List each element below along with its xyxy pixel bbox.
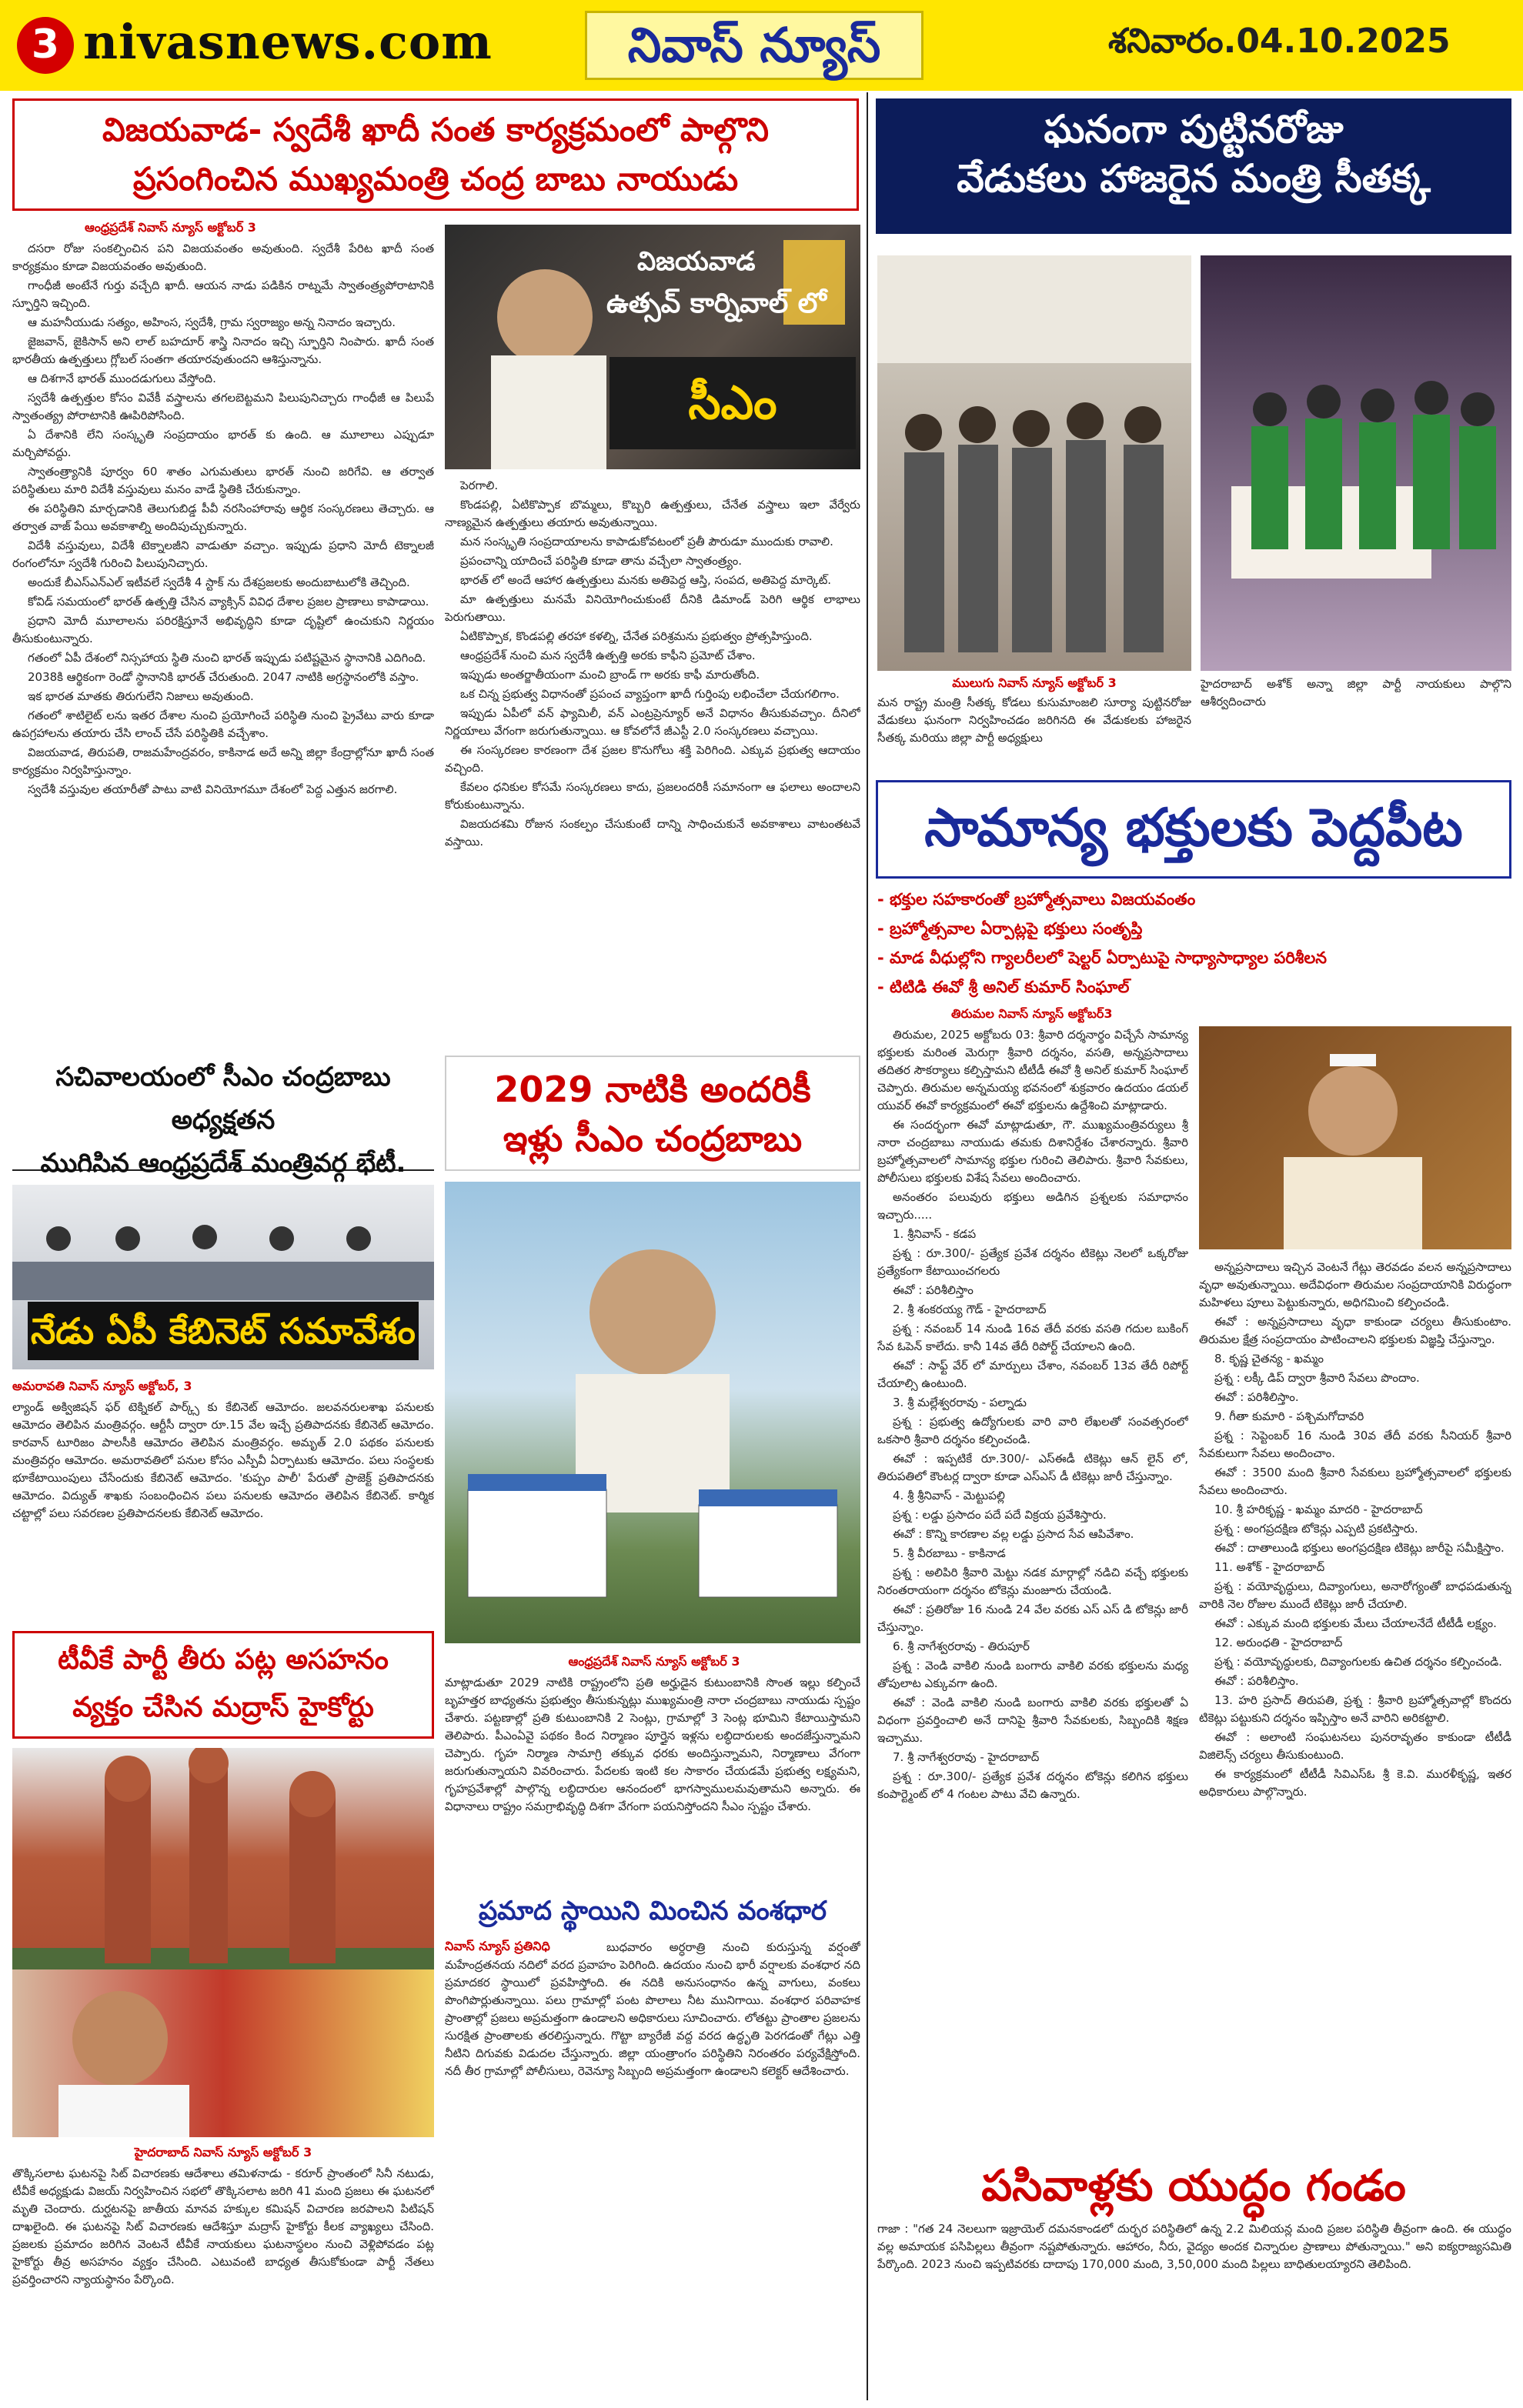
paragraph: ఏటికొప్పాక, కొండపల్లి తరహా కళల్ని, చేనేత పరిశ్రమను ప్రభుత్వం ప్రోత్సహిస్తుంది. — [460, 629, 813, 643]
paragraph: ప్రశ్న : రూ.300/- ప్రత్యేక ప్రవేశ దర్శనం టికెట్లు నెలలో ఒక్కరోజు ప్రత్యేకంగా కేటాయించగలరు — [877, 1246, 1188, 1278]
bullet-item: - భక్తుల సహకారంతో బ్రహ్మోత్సవాలు విజయవంతం — [877, 885, 1513, 914]
paragraph: 12. అరుంధతి - హైదరాబాద్ — [1214, 1636, 1343, 1649]
paragraph: ప్రశ్న : వయోవృద్ధులు, దివ్యాంగులు, అనారోగ్యంతో బాధపడుతున్న వారికి నెల రోజుల ముందే టికెట్లు జారీ చేయాలి. — [1199, 1579, 1511, 1611]
children-war-headline: పసివాళ్లకు యుద్ధం గండం — [981, 2161, 1406, 2211]
tirumala-headline: సామాన్య భక్తులకు పెద్దపీట — [876, 780, 1511, 879]
cabinet-body: ల్యాండ్ అక్విజిషన్ ఫర్ టెక్నికల్ పార్క్స్ కు కేబినెట్ ఆమోదం. జలవనరులశాఖ పనులకు ఆమోదం తెలిపిన మంత్రివర్గం. ఆర్టీసీ ద్వారా రూ.15 వేల ఇచ్చే ప్రతిపాదనకు కేబినెట్ ఆమోదం. కారవాన్ టూరిజం పాలసీకి ఆమోదం తెలిపిన మంత్రివర్గం. అమృత్ 2.0 పథకం పనులకు మంత్రివర్గం ఆమోదం. అమరావతిలో పనుల కోసం ఎస్పీవీ ఏర్పాటుకు ఆమోదం. పలు సంస్థలకు భూకేటాయింపులు చేసేందుకు కేబినెట్ ఆమోదం. 'కుప్పం పాలీ' పేరుతో ప్రాజెక్ట్ ప్రతిపాదనకు ఆమోదం. విద్యుత్ శాఖకు సంబంధించిన పలు పనులకు ఆమోదం తెలిపిన కేబినెట్. కార్మిక చట్టాల్లో పలు సవరణల ప్రతిపాదనలకు కేబినెట్ ఆమోదం. — [12, 1400, 434, 1520]
column-divider — [867, 92, 868, 2400]
vijayawada-headline — [12, 98, 859, 211]
paragraph: మా ఉత్పత్తులు మనమే వినియోగించుకుంటే దీనికి డిమాండ్ పెరిగి ఆర్థిక లాభాలు పెరుగుతాయి. — [445, 592, 860, 624]
paragraph: జైజవాన్, జైకిసాన్ అని లాల్ బహదూర్ శాస్త్రి నినాదం ఇచ్చి స్ఫూర్తిని నింపారు. ఖాదీ సంత భారతీయ ఉత్పత్తులు గ్లోబల్ సంతగా తయారవుతుందని ఆశిస్తున్నాను. — [12, 335, 434, 366]
housing-headline-line2: ఇళ్లు సీఎం చంద్రబాబు — [503, 1118, 803, 1159]
seethakka-body: మన రాష్ట్ర మంత్రి సీతక్క కోడలు కుసుమాంజలి సూర్యా పుట్టినరోజు వేడుకలు ఘనంగా నిర్వహించడం జరిగినది ఈ వేడుకలకు హాజరైన సీతక్క మరియు జిల్లా పార్టీ అధ్యక్షులు — [877, 695, 1191, 745]
paragraph: ఈవో : ప్రతిరోజు 16 నుండి 24 వేల వరకు ఎస్ ఎస్ డి టోకెన్లు జారీ చేస్తున్నాం. — [877, 1603, 1188, 1634]
vijayawada-headline-line2: ప్రసంగించిన ముఖ్యమంత్రి చంద్ర బాబు నాయుడు — [132, 160, 739, 198]
vamsadhara-body — [445, 1939, 860, 2400]
paragraph: పెరగాలి. — [460, 479, 499, 492]
page-number-badge: 3 — [17, 17, 74, 74]
paragraph: గతంలో శాటిలైట్ లను ఇతర దేశాల నుంచి ప్రయోగించే పరిస్థితి నుంచి ప్రైవేటు వారు కూడా ఉపగ్రహాలను తయారు చేసి లాంచ్ చేసే పరిస్థితికి వచ్చేశాం. — [12, 709, 434, 740]
paragraph: స్వదేశీ ఉత్పత్తుల కోసం వివేకీ వస్త్రాలను తగలబెట్టమని పిలుపునిచ్చారు గాంధీజీ ఆ పిలుపే స్వాతంత్య్ర పోరాటానికి ఊపిరిపోసింది. — [12, 391, 434, 422]
paragraph: ఈవో : కొన్ని కారణాల వల్ల లడ్డు ప్రసాద సేవ ఆపివేశాం. — [893, 1527, 1134, 1541]
paragraph: విజయవాడ, తిరుపతి, రాజమహేంద్రవరం, కాకినాడ అదే అన్ని జిల్లా కేంద్రాల్లోనూ ఖాదీ సంత కార్యక్రమం నిర్వహిస్తున్నాం. — [12, 745, 434, 777]
paragraph: ఈవో : సాఫ్ట్ వేర్ లో మార్పులు చేశాం, నవంబర్ 13వ తేదీ రిపోర్ట్ చేయాల్సి ఉంటుంది. — [877, 1359, 1188, 1390]
paragraph: విజయదశమి రోజున సంకల్పం చేసుకుంటే దాన్ని సాధించుకునే అవకాశాలు వాటంతటవే వస్తాయి. — [445, 817, 860, 849]
paragraph: 10. శ్రీ హరికృష్ణ - ఖమ్మం మాదరి - హైదరాబాద్ — [1214, 1502, 1423, 1516]
paragraph: ప్రశ్న : రూ.300/- ప్రత్యేక ప్రవేశ దర్శనం టోకెన్లు కలిగిన భక్తులు కంపార్ట్మెంట్ లో 4 గంటల పాటు వేచి ఉన్నారు. — [877, 1769, 1188, 1801]
cabinet-photo — [12, 1185, 434, 1369]
paragraph: ఈవో : వెండి వాకిలి నుండి బంగారు వాకిలి వరకు భక్తులతో ఏ విధంగా ప్రవర్తించాలి అనే దానిపై శ్రీవారి సేవకులకు, సిబ్బందికి శిక్షణ ఇచ్చాము. — [877, 1696, 1188, 1745]
cabinet-headline-line2: ముగిసిన ఆంధ్రప్రదేశ్ మంత్రివర్గ భేటీ. — [40, 1148, 406, 1179]
paragraph: ప్రశ్న : ప్రభుత్వ ఉద్యోగులకు వారి వారి లేఖలతో సంవత్సరంలో ఒకసారి శ్రీవారి దర్శనం కల్పించండి. — [877, 1415, 1188, 1446]
paragraph: 1. శ్రీనివాస్ - కడప — [893, 1227, 977, 1241]
paragraph: 13. హరి ప్రసాద్ తిరుపతి, ప్రశ్న : శ్రీవారి బ్రహ్మోత్సవాల్లో కొందరు టికెట్లు పట్టుకుని దర్శనం ఇప్పిస్తాం అనే వారిని అరికట్టాలి. — [1199, 1693, 1511, 1725]
vijay-photo-graphic — [12, 1969, 434, 2137]
paragraph: ప్రశ్న : సెప్టెంబర్ 16 నుండి 30వ తేదీ వరకు సీనియర్ శ్రీవారి సేవకులుగా సేవలు అందించాం. — [1199, 1429, 1511, 1460]
bullet-item: - బ్రహ్మోత్సవాల ఏర్పాట్లపై భక్తులు సంతృప్తి — [877, 914, 1513, 943]
paragraph: భారత్ లో అందే ఆహార ఉత్పత్తులు మనకు అతిపెద్ద ఆస్తి, సంపద, అతిపెద్ద మార్కెట్. — [460, 573, 832, 587]
paragraph: 4. శ్రీ శ్రీనివాస్ - మెట్టుపల్లి — [893, 1489, 1005, 1502]
tvk-dateline: హైదరాబాద్ నివాస్ న్యూస్ అక్టోబర్ 3 — [134, 2145, 312, 2160]
housing-body: మాట్లాడుతూ 2029 నాటికి రాష్ట్రంలోని ప్రతి అర్హుడైన కుటుంబానికి సొంత ఇల్లు కల్పించే బృహత్తర బాధ్యతను ప్రభుత్వం తీసుకున్నట్లు ముఖ్యమంత్రి నారా చంద్రబాబు నాయుడు స్పష్టం చేశారు. పట్టణాల్లో ప్రతి కుటుంబానికి 2 సెంట్లు, గ్రామాల్లో 3 సెంట్ల భూమిని కేటాయిస్తామని తెలిపారు. పీఎంఏవై పథకం కింద నిర్మాణం పూర్తైన ఇళ్లను లబ్ధిదారులకు అందజేస్తున్నామని చెప్పారు. గృహ నిర్మాణ సామాగ్రి తక్కువ ధరకు అందిస్తున్నామని, నిర్మాణాలు వేగంగా జరుగుతున్నాయని వివరించారు. పేదలకు ఇంటి కల సాకారం చేయడమే ప్రభుత్వ లక్ష్యమని, గృహప్రవేశాల్లో పాల్గొన్న లబ్ధిదారుల ఆనందంలో భాగస్వాములమవుతామని అన్నారు. ఈ విధానాలు రాష్ట్రం సమగ్రాభివృద్ధి దిశగా వేగంగా పయనిస్తోందని సీఎం స్పష్టం చేశారు. — [445, 1676, 860, 1813]
photo-overlay-line1: విజయవాడ — [637, 246, 756, 277]
tvk-headline-line2: వ్యక్తం చేసిన మద్రాస్ హైకోర్టు — [72, 1692, 374, 1723]
paragraph: ఆంధ్రప్రదేశ్ నుంచి మన స్వదేశీ ఉత్పత్తి అరకు కాఫీని ప్రమోట్ చేశాం. — [460, 649, 756, 662]
photo-overlay-line2: ఉత్సవ్ కార్నివాల్ లో — [606, 288, 827, 319]
housing-headline-line1: 2029 నాటికి అందరికీ — [494, 1069, 811, 1110]
paragraph: ప్రపంచాన్ని యాదించే పరిస్థితి కూడా తాను వచ్చేలా స్వాతంత్ర్యం. — [460, 554, 742, 568]
paragraph: ఇప్పుడు అంతర్జాతీయంగా మంచి బ్రాండ్ గా అరకు కాఫీ మారుతోంది. — [460, 668, 760, 682]
paragraph: 9. గీతా కుమారి - పశ్చిమగోదావరి — [1214, 1409, 1364, 1423]
eo-photo-graphic — [1199, 1026, 1511, 1249]
seethakka-caption-1: ములుగు నివాస్ న్యూస్ అక్టోబర్ 3 — [952, 675, 1117, 690]
bullet-item: - టిటిడి ఈవో శ్రీ అనిల్ కుమార్ సింఘాల్ — [877, 972, 1513, 1002]
paragraph: 6. శ్రీ నాగేశ్వరరావు - తిరుపూర్ — [893, 1639, 1030, 1653]
paragraph: ప్రశ్న : వెండి వాకిలి నుండి బంగారు వాకిలి వరకు భక్తులను మధ్య తోపులాట ఎక్కువగా ఉంది. — [877, 1659, 1188, 1690]
vamsadhara-headline: ప్రమాద స్థాయిని మించిన వంశధార — [479, 1896, 827, 1926]
vijay-photo — [12, 1969, 434, 2137]
paragraph: ప్రశ్న : అంగప్రదక్షిణ టోకెన్లు ఎప్పటి ప్రకటిస్తారు. — [1214, 1522, 1418, 1536]
paragraph: ఈ సంస్కరణల కారణంగా దేశ ప్రజల కొనుగోలు శక్తి పెరిగింది. ఎక్కువ ప్రభుత్వ ఆదాయం వచ్చింది. — [445, 743, 860, 775]
paragraph: విదేశీ వస్తువులు, విదేశీ టెక్నాలజీని వాడుతూ వచ్చాం. ఇప్పుడు ప్రధాని మోదీ టెక్నాలజీ రంగంలోనూ స్వదేశీ గురించి పిలుపునిచ్చారు. — [12, 539, 434, 570]
paragraph: 2038కి ఆర్థికంగా రెండో స్థానానికి భారత్ చేరుతుంది. 2047 నాటికి అగ్రస్థానంలోకి వస్తాం. — [28, 670, 419, 684]
vijayawada-dateline: ఆంధ్రప్రదేశ్ నివాస్ న్యూస్ అక్టోబర్ 3 — [85, 220, 256, 235]
paragraph: ప్రశ్న : లడ్డు ప్రసాదం పదే పదే విక్రయ ప్రవేశిస్తారు. — [893, 1508, 1107, 1522]
tirumala-body-right — [1199, 1259, 1511, 2157]
cabinet-dateline: అమరావతి నివాస్ న్యూస్ అక్టోబర్, 3 — [12, 1379, 192, 1393]
paragraph: ఈ సందర్భంగా ఈవో మాట్లాడుతూ, గౌ. ముఖ్యమంత్రివర్యులు శ్రీ నారా చంద్రబాబు నాయుడు తమకు దిశానిర్దేశం చేశారన్నారు. శ్రీవారి బ్రహ్మోత్సవాలలో సామాన్య భక్తుల గురించి తెలిపారు. శ్రీవారి సేవకులు, పోలీసులు భక్తులకు విశేష సేవలు అందించారు. — [877, 1118, 1188, 1185]
cm-chandrababu-photo — [445, 225, 860, 469]
paragraph: మన సంస్కృతి సంప్రదాయాలను కాపాడుకోవటంలో ప్రతీ పౌరుడూ ముందుకు రావాలి. — [460, 535, 833, 549]
tvk-headline — [12, 1631, 434, 1739]
paragraph: గాంధీజీ అంటేనే గుర్తు వచ్చేది ఖాదీ. ఆయన నాడు పడికిన రాట్నమే స్వాతంత్ర్యపోరాటానికి స్ఫూర్తిని ఇచ్చింది. — [12, 278, 434, 310]
paragraph: కోవిడ్ సమయంలో భారత్ ఉత్పత్తి చేసిన వ్యాక్సిన్ వివిధ దేశాల ప్రజల ప్రాణాలు కాపాడాయి. — [28, 595, 429, 609]
paragraph: తిరుమల, 2025 అక్టోబరు 03: శ్రీవారి దర్శనార్థం విచ్చేసే సామాన్య భక్తులకు మరింత మెరుగ్గా శ్రీవారి దర్శనం, వసతి, అన్నప్రసాదాలు తదితర సౌకర్యాలు కల్పిస్తామని టీటీడీ ఈవో శ్రీ అనిల్ కుమార్ సింఘాల్ చెప్పారు. తిరుమల అన్నమయ్య భవనంలో శుక్రవారం ఉదయం డయల్ యువర్ ఈవో కార్యక్రమంలో ఈవో భక్తులను ఉద్దేశించి మాట్లాడారు. — [877, 1028, 1188, 1112]
paragraph: ప్రశ్న : నవంబర్ 14 నుండి 16వ తేదీ వరకు వసతి గదుల బుకింగ్ సేవ ఓపెన్ కాలేదు. కానీ 14వ తేదీ రిపోర్ట్ చేయాలని ఉంది. — [877, 1322, 1188, 1353]
tvk-body: తొక్కిసలాట ఘటనపై సిట్ విచారణకు ఆదేశాలు తమిళనాడు - కరూర్ ప్రాంతంలో సినీ నటుడు, టీవీకే అధ్యక్షుడు విజయ్ నిర్వహించిన సభలో తొక్కిసలాట జరిగి 41 మంది ప్రజలు ఈ ఘటనలో మృతి చెందారు. దుర్ఘటనపై జాతీయ మానవ హక్కుల కమిషన్ విచారణ జరపాలని పిటిషన్ దాఖలైంది. ఈ ఘటనపై సిట్ విచారణకు ఆదేశిస్తూ మద్రాస్ హైకోర్టు కీలక వ్యాఖ్యలు చేసింది. ప్రజలకు ప్రమాదం జరిగిన వెంటనే టీవీకే నాయకులు ఘటనాస్థలం నుంచి వెళ్లిపోవడం పట్ల హైకోర్టు తీవ్ర అసహనం వ్యక్తం చేసింది. ఎటువంటి బాధ్యత తీసుకోకుండా పార్టీ నేతలు ప్రవర్తించారని న్యాయస్థానం పేర్కొంది. — [12, 2166, 434, 2286]
housing-photo-graphic — [445, 1182, 860, 1643]
tirumala-body-left — [877, 1026, 1188, 2157]
paragraph: ఆ మహనీయుడు సత్యం, అహింస, స్వదేశీ, గ్రామ స్వరాజ్యం అన్న నినాదం ఇచ్చారు. — [28, 315, 396, 329]
paragraph: ప్రశ్న : లక్కీ డిప్ ద్వారా శ్రీవారి సేవలు పొందాం. — [1214, 1371, 1420, 1385]
vamsadhara-dateline: నివాస్ న్యూస్ ప్రతినిధి — [445, 1939, 550, 1953]
paragraph: ఈ కార్యక్రమంలో టీటీడీ సివిఎస్ఓ శ్రీ కె.వి. మురళీకృష్ణ, ఇతర అధికారులు పాల్గొన్నారు. — [1199, 1767, 1511, 1799]
paragraph: ప్రశ్న : అలిపిరి శ్రీవారి మెట్టు నడక మార్గాల్లో నడిచి వచ్చే భక్తులకు నిరంతరాయంగా దర్శనం టోకెన్లు మంజూరు చేయండి. — [877, 1566, 1188, 1597]
seethakka-caption-2: హైదరాబాద్ అశోక్ అన్నా జిల్లా పార్టీ నాయకులు పాల్గొని ఆశీర్వదించారు — [1201, 677, 1511, 709]
issue-date: శనివారం.04.10.2025 — [1108, 22, 1451, 61]
paragraph: 7. శ్రీ నాగేశ్వరరావు - హైదరాబాద్ — [893, 1750, 1040, 1764]
paragraph: ఇప్పుడు ఏపీలో వన్ ఫ్యామిలీ, వన్ ఎంట్రప్రెన్యూర్ అనే విధానం తీసుకువచ్చాం. దీనిలో నిర్ణయాలు వేగంగా జరుగుతున్నాయి. ఆ కోవలోనే జీఎస్టీ 2.0 సంస్కరణలు వచ్చాయి. — [445, 706, 860, 738]
paragraph: ప్రధాని మోదీ మూలాలను పరిరక్షిస్తూనే అభివృద్ధిని కూడా దృష్టిలో ఉంచుకుని నిర్ణయం తీసుకుంటున్నారు. — [12, 614, 434, 645]
housing-dateline: ఆంధ్రప్రదేశ్ నివాస్ న్యూస్ అక్టోబర్ 3 — [568, 1654, 740, 1669]
tirumala-bullets — [877, 885, 1513, 1002]
paragraph: ఈవో : అన్నప్రసాదాలు వృధా కాకుండా చర్యలు తీసుకుంటాం. తిరుమల క్షేత్ర సంప్రదాయం పాటించాలని భక్తులకు విజ్ఞప్తి చేస్తున్నాం. — [1199, 1315, 1511, 1346]
bullet-item: - మాడ వీధుల్లోని గ్యాలరీలలో షెల్టర్ ఏర్పాటుపై సాధ్యాసాధ్యాల పరిశీలన — [877, 943, 1513, 972]
paragraph: అన్నప్రసాదాలు ఇచ్చిన వెంటనే గేట్లు తెరవడం వలన అన్నప్రసాదాలు వృధా అవుతున్నాయి. అదేవిధంగా తిరుమల సంప్రదాయానికి విరుద్ధంగా మహిళలు పూలు పెట్టుకున్నారు, అధిగమించి కల్పించండి. — [1199, 1260, 1511, 1309]
paragraph: 8. కృష్ణ చైతన్య - ఖమ్మం — [1214, 1352, 1324, 1366]
cabinet-headline-line1: సచివాలయంలో సీఎం చంద్రబాబు అధ్యక్షతన — [55, 1062, 391, 1136]
paragraph: ఈవో : ఇప్పటికే రూ.300/- ఎస్ఈడీ టికెట్లు ఆన్ లైన్ లో, తిరుపతిలో కౌంటర్ల ద్వారా కూడా ఎస్ఎస్ డీ టికెట్లు జారీ చేస్తున్నాం. — [877, 1452, 1188, 1483]
housing-headline — [445, 1056, 860, 1171]
paragraph: గతంలో ఏపీ దేశంలో నిస్సహాయ స్థితి నుంచి భారత్ ఇప్పుడు పటిష్టమైన స్థానానికి ఎదిగింది. — [28, 651, 426, 665]
paragraph: ఈవో : 3500 మంది శ్రీవారి సేవకులు బ్రహ్మోత్సవాలలో భక్తులకు సేవలు అందించారు. — [1199, 1466, 1511, 1497]
paragraph: ఈవో : పరిశీలిస్తాం. — [1214, 1390, 1299, 1404]
photo-overlay-line3: సీఎం — [610, 357, 856, 449]
housing-photo — [445, 1182, 860, 1643]
paragraph: ఒక చిన్న ప్రభుత్వ విధానంతో ప్రపంచ వ్యాప్తంగా ఖాదీ గుర్తింపు లభించేలా చేయగలిగాం. — [460, 687, 840, 701]
paragraph: అందుకే బీఎస్ఎన్ఎల్ ఇటీవలే స్వదేశీ 4 స్టాక్ ను దేశప్రజలకు అందుబాటులోకి తెచ్చింది. — [28, 575, 410, 589]
tvk-headline-line1: టీవీకే పార్టీ తీరు పట్ల అసహనం — [58, 1644, 389, 1676]
paragraph: కొండపల్లి, ఏటికొప్పాక బొమ్మలు, కొబ్బరి ఉత్పత్తులు, చేనేత వస్త్రాలు ఇలా వేర్వేరు నాణ్యమైన ఉత్పత్తులు తయారు అవుతున్నాయి. — [445, 498, 860, 529]
paragraph: ఏ దేశానికి లేని సంస్కృతి సంప్రదాయం భారత్ కు ఉంది. ఆ మూలాలు ఎప్పుడూ మర్చిపోవద్దు. — [12, 428, 434, 459]
site-name[interactable]: nivasnews.com — [83, 14, 493, 70]
birthday-photo-graphic — [1201, 255, 1511, 671]
paragraph: 11. అశోక్ - హైదరాబాద్ — [1214, 1560, 1325, 1574]
vamsadhara-body-text: బుధవారం అర్ధరాత్రి నుంచి కురుస్తున్న వర్షంతో మహేంద్రతనయ నదిలో వరద ప్రవాహం పెరిగింది. ఉదయం నుంచి భారీ వర్షాలకు వంశధార నది ప్రమాదకర స్థాయిలో ప్రవహిస్తోంది. ఈ నదికి అనుసంధానం ఉన్న వాగులు, వంకలు పొంగిపొర్లుతున్నాయి. పలు గ్రామాల్లో పంట పొలాలు నీట మునిగాయి. వంశధార పరివాహక ప్రాంతాల్లో ప్రజలు అప్రమత్తంగా ఉండాలని అధికారులు సూచించారు. లోతట్టు ప్రాంతాల ప్రజలను సురక్షిత ప్రాంతాలకు తరలిస్తున్నారు. గొట్టా బ్యారేజీ వద్ద వరద ఉద్ధృతి పెరగడంతో గేట్లు ఎత్తి నీటిని దిగువకు విడుదల చేస్తున్నారు. జిల్లా యంత్రాంగం పరిస్థితిని నిరంతరం పర్యవేక్షిస్తోంది. నదీ తీర గ్రామాల్లో పోలీసులు, రెవెన్యూ సిబ్బంది అప్రమత్తంగా ఉండాలని కలెక్టర్ ఆదేశించారు. — [445, 1940, 860, 2078]
cabinet-headline — [12, 1056, 434, 1179]
paragraph: 3. శ్రీ మల్లేశ్వరరావు - పల్నాడు — [893, 1396, 1027, 1409]
paragraph: ఈవో : పరిశీలిస్తాం — [893, 1283, 974, 1297]
seethakka-headline — [876, 98, 1511, 234]
paragraph: ఇక భారత మాతకు తిరుగులేని నిజాలు అవుతుంది. — [28, 689, 254, 703]
paragraph: స్వదేశీ వస్తువుల తయారీతో పాటు వాటి వినియోగమూ దేశంలో పెద్ద ఎత్తున జరగాలి. — [28, 782, 398, 796]
vijayawada-body-left — [12, 240, 434, 1040]
tirumala-dateline: తిరుమల నివాస్ న్యూస్ అక్టోబర్3 — [951, 1006, 1113, 1021]
vijayawada-headline-line1: విజయవాడ- స్వదేశీ ఖాదీ సంత కార్యక్రమంలో పాల్గొని — [102, 111, 769, 148]
vijayawada-body-right — [445, 477, 860, 1040]
paragraph: ఈ పరిస్థితిని మార్చడానికి తెలుగుబిడ్డ పీవీ నరసింహారావు ఆర్థిక సంస్కరణలు తెచ్చారు. ఆ తర్వాత వాజ్ పేయి అవకాశాల్ని అందిపుచ్చుకున్నారు. — [12, 502, 434, 533]
seethakka-photo-birthday — [1201, 255, 1511, 671]
paragraph: ఈవో : అలాంటి సంఘటనలు పునరావృతం కాకుండా టీటీడీ విజిలెన్స్ చర్యలు తీసుకుంటుంది. — [1199, 1730, 1511, 1762]
paragraph: ఈవో : ఎక్కువ మంది భక్తులకు మేలు చేయాలనేదే టీటీడీ లక్ష్యం. — [1214, 1616, 1497, 1630]
children-war-body: గాజా : "గత 24 నెలలుగా ఇజ్రాయెల్ దమనకాండలో దుర్భర పరిస్థితిలో ఉన్న 2.2 మిలియన్ల మంది ప్రజల పరిస్థితి తీవ్రంగా ఉంది. ఈ యుద్ధం వల్ల అమాయక పసిపిల్లలు తీవ్రంగా నష్టపోతున్నారు. ఆహారం, నీరు, వైద్యం అందక చిన్నారుల ప్రాణాలు పోతున్నాయి." అని ఐక్యరాజ్యసమితి పేర్కొంది. 2023 నుంచి ఇప్పటివరకు దాదాపు 170,000 మంది, 3,50,000 మంది పిల్లలు బాధితులయ్యారని తెలిపింది. — [877, 2222, 1511, 2271]
paragraph: ఈవో : దాతాలుండి భక్తులు అంగప్రదక్షిణ టికెట్లు జారీపై సమీక్షిస్తాం. — [1214, 1541, 1505, 1555]
paragraph: అనంతరం పలువురు భక్తులు అడిగిన ప్రశ్నలకు సమాధానం ఇచ్చారు..... — [877, 1190, 1188, 1222]
group-photo-graphic — [877, 255, 1191, 671]
paragraph: స్వాతంత్ర్యానికి పూర్వం 60 శాతం ఎగుమతులు భారత్ నుంచి జరిగేవి. ఆ తర్వాత పరిస్థితులు మారి విదేశీ వస్తువులు మనం వాడే స్థితికి చేరుకున్నాం. — [12, 465, 434, 496]
seethakka-headline-line1: ఘనంగా పుట్టినరోజు — [1044, 107, 1344, 152]
paragraph: ప్రశ్న : వయోవృద్ధులకు, దివ్యాంగులకు ఉచిత దర్శనం కల్పించండి. — [1214, 1655, 1502, 1669]
paragraph: కేవలం ధనికుల కోసమే సంస్కరణలు కాదు, ప్రజలందరికీ సమానంగా ఆ ఫలాలు అందాలని కోరుకుంటున్నాను. — [445, 780, 860, 812]
cabinet-photo-caption: నేడు ఏపీ కేబినెట్ సమావేశం — [28, 1302, 419, 1360]
paragraph: ఈవో : పరిశీలిస్తాం. — [1214, 1674, 1299, 1688]
eo-photo — [1199, 1026, 1511, 1249]
paragraph: ఆ దిశగానే భారత్ ముందడుగులు వేస్తోంది. — [28, 372, 216, 385]
seethakka-photo-group — [877, 255, 1191, 671]
paragraph: 2. శ్రీ శంకరయ్య గౌడ్ - హైదరాబాద్ — [893, 1302, 1047, 1316]
paragraph: దసరా రోజు సంకల్పించిన పని విజయవంతం అవుతుంది. స్వదేశీ పేరిట ఖాదీ సంత కార్యక్రమం కూడా విజయవంతం అవుతుంది. — [12, 242, 434, 273]
newspaper-masthead: నివాస్ న్యూస్ — [585, 11, 923, 80]
seethakka-headline-line2: వేడుకలు హాజరైన మంత్రి సీతక్క — [957, 156, 1431, 201]
paragraph: 5. శ్రీ వీరబాబు - కాకినాడ — [893, 1546, 1006, 1560]
